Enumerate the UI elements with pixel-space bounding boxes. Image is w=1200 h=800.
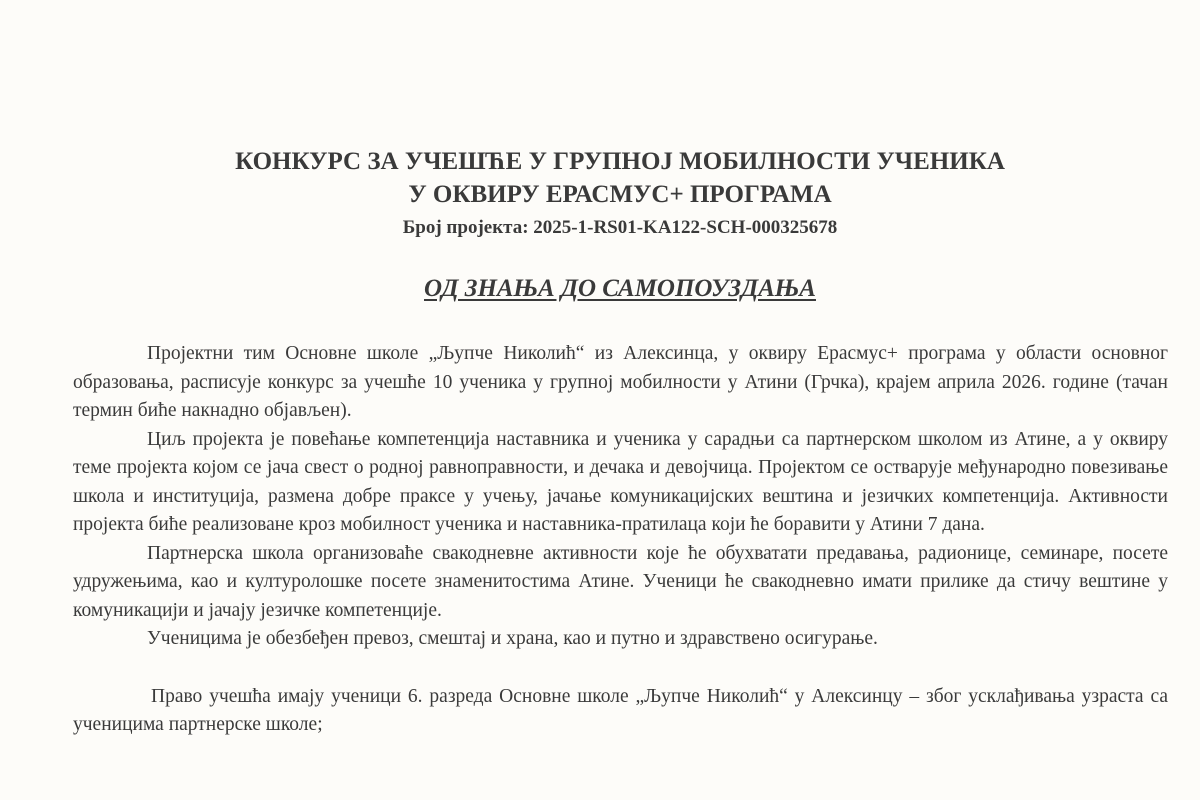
project-number: Број пројекта: 2025-1-RS01-KA122-SCH-000325678	[402, 217, 838, 238]
paragraph-project-goal: Циљ пројекта је повећање компетенција наставника и ученика у сарадњи са партнерском школом из Атине, а у оквиру теме пројекта којом се јача свест о родној равноправности, и дечака и девојчица. Пројектом се остварује међународно повезивање школа и институција, размена добре праксе у учењу, јачање комуникацијских вештина и језичких компетенција. Активности пројекта биће реализоване кроз мобилност ученика и наставника-пратилаца који ће боравити у Атини 7 дана.	[73, 428, 1168, 535]
project-subtitle: ОД ЗНАЊА ДО САМОПОУЗДАЊА	[424, 275, 816, 302]
paragraph-eligibility: Право учешћа имају ученици 6. разреда Основне школе „Љупче Николић“ у Алексинцу – због усклађивања узраста са ученицима партнерске школе;	[73, 685, 1168, 735]
paragraph-provided-services: Ученицима је обезбеђен превоз, смештај и храна, као и путно и здравствено осигурање.	[147, 628, 878, 649]
document-title-line-2: У ОКВИРУ ЕРАСМУС+ ПРОГРАМА	[408, 181, 832, 208]
document-body	[73, 340, 1168, 740]
paragraph-activities: Партнерска школа организоваће свакодневне активности које ће обухватати предавања, радионице, семинаре, посете удружењима, као и културолошке посете знаменитостима Атине. Ученици ће свакодневно имати прилике да стичу вештине у комуникацији и јачају језичке компетенције.	[73, 542, 1168, 621]
paragraph-call-for-applications: Пројектни тим Основне школе „Љупче Николић“ из Алексинца, у оквиру Ерасмус+ програма у области основног образовања, расписује конкурс за учешће 10 ученика у групној мобилности у Атини (Грчка), крајем априла 2026. године (тачан термин биће накнадно објављен).	[73, 343, 1168, 421]
document-title-line-1: КОНКУРС ЗА УЧЕШЋЕ У ГРУПНОЈ МОБИЛНОСТИ УЧЕНИКА	[235, 148, 1005, 175]
